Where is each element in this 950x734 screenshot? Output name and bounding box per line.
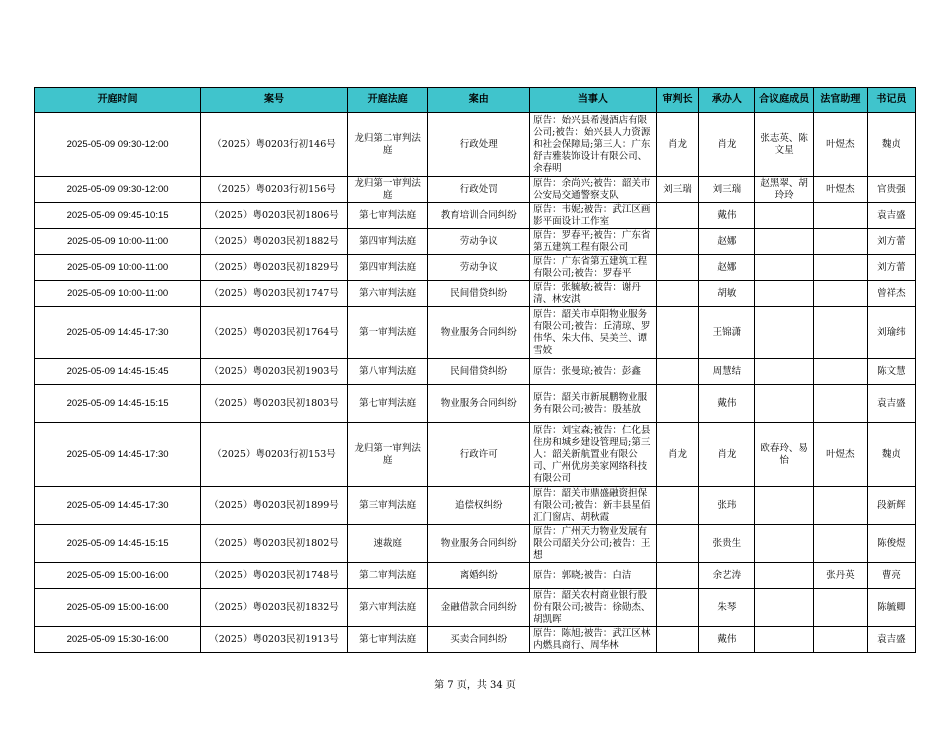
- case-number-cell: （2025）粤0203民初1899号: [201, 487, 348, 525]
- case-number-cell: （2025）粤0203民初1903号: [201, 359, 348, 385]
- courtroom-cell: 第四审判法庭: [347, 229, 427, 255]
- presiding-judge-cell: [656, 627, 699, 653]
- table-row: [35, 255, 916, 281]
- presiding-judge-cell: [656, 385, 699, 423]
- presiding-judge-cell: [656, 281, 699, 307]
- courtroom-cell: 第七审判法庭: [347, 203, 427, 229]
- table-row: [35, 487, 916, 525]
- courtroom-cell: 龙归第二审判法庭: [347, 113, 427, 177]
- panel-members-cell: [755, 359, 814, 385]
- handler-cell: 肖龙: [699, 113, 755, 177]
- parties-cell: 原告：韶关市鼎盛融资担保有限公司;被告：新丰县星佰汇门窗店、胡秋霞: [530, 487, 656, 525]
- handler-cell: 余艺涛: [699, 563, 755, 589]
- judge-assistant-cell: [814, 525, 868, 563]
- presiding-judge-cell: [656, 589, 699, 627]
- panel-members-cell: 欧春玲、易怡: [755, 423, 814, 487]
- header-hearing-time: 开庭时间: [35, 88, 201, 113]
- header-judge-assistant: 法官助理: [814, 88, 868, 113]
- courtroom-cell: 第七审判法庭: [347, 385, 427, 423]
- header-case-number: 案号: [201, 88, 348, 113]
- parties-cell: 原告：韶关市新展鹏物业服务有限公司;被告：殷基放: [530, 385, 656, 423]
- case-number-cell: （2025）粤0203民初1806号: [201, 203, 348, 229]
- header-courtroom: 开庭法庭: [347, 88, 427, 113]
- handler-cell: 刘三瑞: [699, 177, 755, 203]
- panel-members-cell: [755, 229, 814, 255]
- handler-cell: 赵娜: [699, 255, 755, 281]
- handler-cell: 肖龙: [699, 423, 755, 487]
- hearing-time-cell: 2025-05-09 10:00-11:00: [35, 229, 201, 255]
- table-row: [35, 113, 916, 177]
- table-row: [35, 177, 916, 203]
- judge-assistant-cell: [814, 203, 868, 229]
- presiding-judge-cell: [656, 359, 699, 385]
- table-row: [35, 281, 916, 307]
- courtroom-cell: 龙归第一审判法庭: [347, 177, 427, 203]
- hearing-time-cell: 2025-05-09 15:00-16:00: [35, 589, 201, 627]
- cause-cell: 民间借贷纠纷: [428, 281, 530, 307]
- table-row: [35, 359, 916, 385]
- courtroom-cell: 龙归第一审判法庭: [347, 423, 427, 487]
- case-number-cell: （2025）粤0203民初1748号: [201, 563, 348, 589]
- parties-cell: 原告：广州天力物业发展有限公司韶关分公司;被告：王想: [530, 525, 656, 563]
- panel-members-cell: [755, 563, 814, 589]
- courtroom-cell: 第八审判法庭: [347, 359, 427, 385]
- cause-cell: 物业服务合同纠纷: [428, 525, 530, 563]
- case-number-cell: （2025）粤0203民初1764号: [201, 307, 348, 359]
- presiding-judge-cell: [656, 563, 699, 589]
- table-row: [35, 627, 916, 653]
- parties-cell: 原告：张曼琼;被告：彭鑫: [530, 359, 656, 385]
- header-cause: 案由: [428, 88, 530, 113]
- hearing-time-cell: 2025-05-09 10:00-11:00: [35, 281, 201, 307]
- header-handler: 承办人: [699, 88, 755, 113]
- parties-cell: 原告：陈旭;被告：武江区林内燃具商行、周华林: [530, 627, 656, 653]
- courtroom-cell: 第六审判法庭: [347, 589, 427, 627]
- panel-members-cell: 赵黑翠、胡玲玲: [755, 177, 814, 203]
- presiding-judge-cell: 肖龙: [656, 113, 699, 177]
- case-number-cell: （2025）粤0203民初1802号: [201, 525, 348, 563]
- table-row: [35, 229, 916, 255]
- clerk-cell: 刘方蕾: [867, 229, 915, 255]
- presiding-judge-cell: 肖龙: [656, 423, 699, 487]
- parties-cell: 原告：韶关市卓阳物业服务有限公司;被告：丘清琼、罗伟华、朱大伟、吴美兰、谭雪姣: [530, 307, 656, 359]
- parties-cell: 原告：广东省第五建筑工程有限公司;被告：罗春平: [530, 255, 656, 281]
- cause-cell: 金融借款合同纠纷: [428, 589, 530, 627]
- table-row: [35, 385, 916, 423]
- cause-cell: 行政处罚: [428, 177, 530, 203]
- parties-cell: 原告：郭晓;被告：白洁: [530, 563, 656, 589]
- handler-cell: 戴伟: [699, 627, 755, 653]
- courtroom-cell: 第七审判法庭: [347, 627, 427, 653]
- parties-cell: 原告：始兴县希漫酒店有限公司;被告：始兴县人力资源和社会保障局;第三人：广东舒吉雅装饰设计有限公司、余春明: [530, 113, 656, 177]
- parties-cell: 原告：张毓敏;被告：谢丹清、林安淇: [530, 281, 656, 307]
- hearing-schedule-table: [34, 87, 916, 653]
- clerk-cell: 袁吉盛: [867, 627, 915, 653]
- panel-members-cell: [755, 255, 814, 281]
- hearing-time-cell: 2025-05-09 14:45-15:15: [35, 525, 201, 563]
- panel-members-cell: [755, 203, 814, 229]
- case-number-cell: （2025）粤0203民初1829号: [201, 255, 348, 281]
- hearing-time-cell: 2025-05-09 09:30-12:00: [35, 113, 201, 177]
- clerk-cell: 魏贞: [867, 113, 915, 177]
- handler-cell: 戴伟: [699, 385, 755, 423]
- panel-members-cell: [755, 281, 814, 307]
- hearing-time-cell: 2025-05-09 15:00-16:00: [35, 563, 201, 589]
- cause-cell: 物业服务合同纠纷: [428, 307, 530, 359]
- handler-cell: 胡敏: [699, 281, 755, 307]
- presiding-judge-cell: [656, 307, 699, 359]
- hearing-time-cell: 2025-05-09 14:45-17:30: [35, 307, 201, 359]
- cause-cell: 教育培训合同纠纷: [428, 203, 530, 229]
- table-row: [35, 203, 916, 229]
- handler-cell: 周慧结: [699, 359, 755, 385]
- hearing-time-cell: 2025-05-09 14:45-17:30: [35, 423, 201, 487]
- handler-cell: 赵娜: [699, 229, 755, 255]
- presiding-judge-cell: 刘三瑞: [656, 177, 699, 203]
- presiding-judge-cell: [656, 487, 699, 525]
- clerk-cell: 官贵强: [867, 177, 915, 203]
- judge-assistant-cell: [814, 385, 868, 423]
- table-row: [35, 423, 916, 487]
- judge-assistant-cell: [814, 487, 868, 525]
- clerk-cell: 袁吉盛: [867, 385, 915, 423]
- case-number-cell: （2025）粤0203行初153号: [201, 423, 348, 487]
- panel-members-cell: [755, 487, 814, 525]
- case-number-cell: （2025）粤0203行初156号: [201, 177, 348, 203]
- judge-assistant-cell: [814, 589, 868, 627]
- clerk-cell: 陈俊煜: [867, 525, 915, 563]
- panel-members-cell: [755, 525, 814, 563]
- cause-cell: 民间借贷纠纷: [428, 359, 530, 385]
- case-number-cell: （2025）粤0203民初1882号: [201, 229, 348, 255]
- panel-members-cell: [755, 307, 814, 359]
- table-body: [35, 113, 916, 653]
- clerk-cell: 陈毓卿: [867, 589, 915, 627]
- handler-cell: 王锦潇: [699, 307, 755, 359]
- judge-assistant-cell: [814, 281, 868, 307]
- header-parties: 当事人: [530, 88, 656, 113]
- panel-members-cell: [755, 589, 814, 627]
- hearing-time-cell: 2025-05-09 14:45-15:15: [35, 385, 201, 423]
- judge-assistant-cell: [814, 229, 868, 255]
- cause-cell: 物业服务合同纠纷: [428, 385, 530, 423]
- parties-cell: 原告：刘宝森;被告：仁化县住房和城乡建设管理局;第三人：韶关新航置业有限公司、广州优房美家网络科技有限公司: [530, 423, 656, 487]
- handler-cell: 张玮: [699, 487, 755, 525]
- table-row: [35, 307, 916, 359]
- hearing-time-cell: 2025-05-09 09:45-10:15: [35, 203, 201, 229]
- cause-cell: 离婚纠纷: [428, 563, 530, 589]
- clerk-cell: 刘方蕾: [867, 255, 915, 281]
- case-number-cell: （2025）粤0203民初1747号: [201, 281, 348, 307]
- clerk-cell: 曾祥杰: [867, 281, 915, 307]
- courtroom-cell: 第六审判法庭: [347, 281, 427, 307]
- panel-members-cell: 张志英、陈文星: [755, 113, 814, 177]
- cause-cell: 买卖合同纠纷: [428, 627, 530, 653]
- parties-cell: 原告：余尚兴;被告：韶关市公安局交通警察支队: [530, 177, 656, 203]
- judge-assistant-cell: 叶煜杰: [814, 423, 868, 487]
- presiding-judge-cell: [656, 255, 699, 281]
- page-number: 第 7 页，共 34 页: [434, 680, 516, 691]
- table-row: [35, 525, 916, 563]
- case-number-cell: （2025）粤0203行初146号: [201, 113, 348, 177]
- panel-members-cell: [755, 385, 814, 423]
- hearing-time-cell: 2025-05-09 15:30-16:00: [35, 627, 201, 653]
- clerk-cell: 袁吉盛: [867, 203, 915, 229]
- header-presiding-judge: 审判长: [656, 88, 699, 113]
- parties-cell: 原告：韶关农村商业银行股份有限公司;被告：徐勋杰、胡凯晖: [530, 589, 656, 627]
- table-header-row: [35, 88, 916, 113]
- cause-cell: 行政处理: [428, 113, 530, 177]
- judge-assistant-cell: [814, 627, 868, 653]
- courtroom-cell: 第三审判法庭: [347, 487, 427, 525]
- judge-assistant-cell: [814, 307, 868, 359]
- panel-members-cell: [755, 627, 814, 653]
- parties-cell: 原告：罗春平;被告：广东省第五建筑工程有限公司: [530, 229, 656, 255]
- presiding-judge-cell: [656, 525, 699, 563]
- header-panel-members: 合议庭成员: [755, 88, 814, 113]
- table-row: [35, 589, 916, 627]
- judge-assistant-cell: 叶煜杰: [814, 113, 868, 177]
- clerk-cell: 曹亮: [867, 563, 915, 589]
- courtroom-cell: 第四审判法庭: [347, 255, 427, 281]
- handler-cell: 朱琴: [699, 589, 755, 627]
- handler-cell: 戴伟: [699, 203, 755, 229]
- judge-assistant-cell: 张丹英: [814, 563, 868, 589]
- courtroom-cell: 第二审判法庭: [347, 563, 427, 589]
- clerk-cell: 陈文慧: [867, 359, 915, 385]
- case-number-cell: （2025）粤0203民初1803号: [201, 385, 348, 423]
- case-number-cell: （2025）粤0203民初1832号: [201, 589, 348, 627]
- presiding-judge-cell: [656, 229, 699, 255]
- cause-cell: 劳动争议: [428, 255, 530, 281]
- judge-assistant-cell: [814, 359, 868, 385]
- hearing-time-cell: 2025-05-09 14:45-17:30: [35, 487, 201, 525]
- hearing-time-cell: 2025-05-09 14:45-15:45: [35, 359, 201, 385]
- cause-cell: 追偿权纠纷: [428, 487, 530, 525]
- judge-assistant-cell: [814, 255, 868, 281]
- header-clerk: 书记员: [867, 88, 915, 113]
- parties-cell: 原告：韦妮;被告：武江区画影平面设计工作室: [530, 203, 656, 229]
- clerk-cell: 段新辉: [867, 487, 915, 525]
- cause-cell: 劳动争议: [428, 229, 530, 255]
- handler-cell: 张贵生: [699, 525, 755, 563]
- cause-cell: 行政许可: [428, 423, 530, 487]
- clerk-cell: 魏贞: [867, 423, 915, 487]
- case-number-cell: （2025）粤0203民初1913号: [201, 627, 348, 653]
- table-row: [35, 563, 916, 589]
- hearing-time-cell: 2025-05-09 09:30-12:00: [35, 177, 201, 203]
- presiding-judge-cell: [656, 203, 699, 229]
- clerk-cell: 刘瑜纬: [867, 307, 915, 359]
- courtroom-cell: 速裁庭: [347, 525, 427, 563]
- hearing-time-cell: 2025-05-09 10:00-11:00: [35, 255, 201, 281]
- courtroom-cell: 第一审判法庭: [347, 307, 427, 359]
- judge-assistant-cell: 叶煜杰: [814, 177, 868, 203]
